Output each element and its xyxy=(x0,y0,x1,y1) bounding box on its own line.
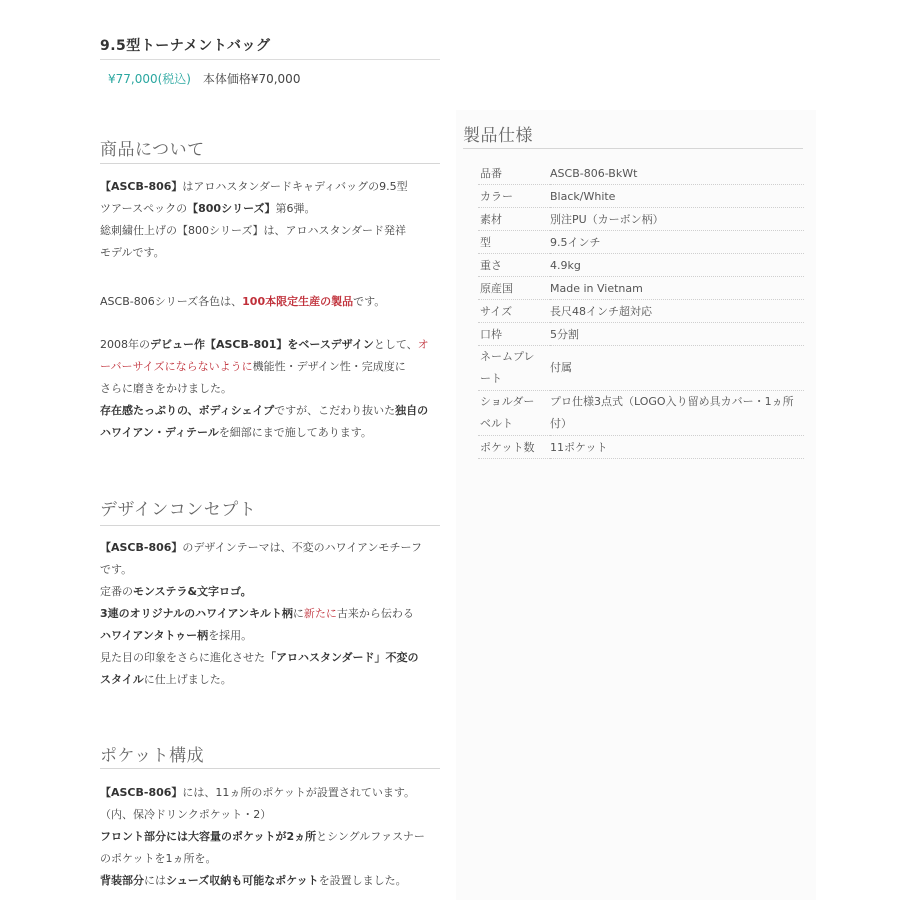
spec-row xyxy=(478,277,804,300)
spec-row xyxy=(478,436,804,459)
about-divider xyxy=(100,163,440,164)
body-text: とシングルファスナー xyxy=(316,830,425,843)
spec-row xyxy=(478,162,804,185)
spec-value: 5分割 xyxy=(550,323,804,346)
paragraph-line xyxy=(100,826,445,848)
spec-value: プロ仕様3点式（LOGO入り留め具カバー・1ヵ所付） xyxy=(550,391,804,436)
body-text: を設置しました。 xyxy=(318,874,407,887)
spec-value: Made in Vietnam xyxy=(550,277,804,300)
spec-table xyxy=(478,162,804,459)
pockets-paragraph xyxy=(100,782,445,892)
price-tax-included: ¥77,000(税込) xyxy=(108,72,191,86)
emphasis-text: スタイル xyxy=(100,673,144,686)
emphasis-text: ハワイアンタトゥー柄 xyxy=(100,629,209,642)
design-divider xyxy=(100,525,440,526)
paragraph-line xyxy=(100,422,445,444)
emphasis-text: 【ASCB-806】 xyxy=(100,786,183,799)
about-paragraph-2 xyxy=(100,291,445,313)
emphasis-text: 100本限定生産の製品 xyxy=(242,295,354,308)
body-text: さらに磨きをかけました。 xyxy=(100,382,232,395)
body-text: 古来から伝わる xyxy=(336,607,414,620)
paragraph-line xyxy=(100,870,445,892)
paragraph-line xyxy=(100,291,445,313)
spec-heading: 製品仕様 xyxy=(463,126,533,146)
emphasis-text: デビュー作【ASCB-801】をベースデザイン xyxy=(150,338,374,351)
emphasis-text: 存在感たっぷりの、ボディシェイプ xyxy=(100,404,275,417)
spec-divider xyxy=(463,148,803,149)
spec-key: ショルダーベルト xyxy=(478,391,550,436)
paragraph-line xyxy=(100,559,445,581)
paragraph-line xyxy=(100,581,445,603)
body-text: 定番の xyxy=(100,585,133,598)
paragraph-line xyxy=(100,625,445,647)
paragraph-line xyxy=(100,782,445,804)
highlight-text: 新たに xyxy=(303,607,337,620)
price-row xyxy=(108,70,300,87)
paragraph-line xyxy=(100,669,445,691)
spec-key: サイズ xyxy=(478,300,550,323)
paragraph-line xyxy=(100,804,445,826)
paragraph-line xyxy=(100,848,445,870)
spec-row xyxy=(478,323,804,346)
body-text: 2008年の xyxy=(100,338,150,351)
body-text: のポケットを1ヵ所を。 xyxy=(100,852,217,865)
paragraph-line xyxy=(100,198,445,220)
body-text: には xyxy=(144,874,166,887)
spec-key: ネームプレート xyxy=(478,346,550,391)
emphasis-text: 【800シリーズ】 xyxy=(187,202,276,215)
design-paragraph xyxy=(100,537,445,691)
body-text: に仕上げました。 xyxy=(143,673,232,686)
spec-value: 4.9kg xyxy=(550,254,804,277)
about-heading: 商品について xyxy=(100,140,205,160)
spec-value: ASCB-806-BkWt xyxy=(550,162,804,185)
spec-key: 型 xyxy=(478,231,550,254)
paragraph-line xyxy=(100,242,445,264)
spec-value: Black/White xyxy=(550,185,804,208)
body-text: として、 xyxy=(373,338,418,351)
paragraph-line xyxy=(100,537,445,559)
body-text: には、11ヵ所のポケットが設置されています。 xyxy=(182,786,415,799)
paragraph-line xyxy=(100,603,445,625)
body-text: です。 xyxy=(353,295,386,308)
paragraph-line xyxy=(100,647,445,669)
spec-row xyxy=(478,346,804,391)
product-title: 9.5型トーナメントバッグ xyxy=(100,38,271,54)
pockets-divider xyxy=(100,768,440,769)
body-text: モデルです。 xyxy=(100,246,165,259)
spec-row xyxy=(478,391,804,436)
emphasis-text: 3連のオリジナルのハワイアンキルト柄 xyxy=(100,607,293,620)
emphasis-text: ハワイアン・ディテール xyxy=(100,426,219,439)
paragraph-line xyxy=(100,400,445,422)
body-text: 第6弾。 xyxy=(275,202,316,215)
body-text: はアロハスタンダードキャディバッグの9.5型 xyxy=(182,180,408,193)
spec-value: 付属 xyxy=(550,346,804,391)
title-divider xyxy=(100,59,440,60)
body-text: 機能性・デザイン性・完成度に xyxy=(252,360,406,373)
spec-key: 重さ xyxy=(478,254,550,277)
emphasis-text: フロント部分には大容量のポケットが2ヵ所 xyxy=(100,830,317,843)
spec-row xyxy=(478,254,804,277)
emphasis-text: シューズ収納も可能なポケット xyxy=(166,874,319,887)
spec-value: 11ポケット xyxy=(550,436,804,459)
emphasis-text: モンステラ&文字ロゴ。 xyxy=(133,585,252,598)
spec-key: 品番 xyxy=(478,162,550,185)
body-text: ツアースペックの xyxy=(100,202,188,215)
highlight-text: オ xyxy=(417,338,429,351)
body-text: ですが、こだわり抜いた xyxy=(274,404,396,417)
body-text: を採用。 xyxy=(208,629,253,642)
emphasis-text: 独自の xyxy=(395,404,429,417)
body-text: を細部にまで施してあります。 xyxy=(218,426,372,439)
paragraph-line xyxy=(100,176,445,198)
emphasis-text: 「アロハスタンダード」不変の xyxy=(265,651,419,664)
spec-value: 9.5インチ xyxy=(550,231,804,254)
body-text: です。 xyxy=(100,563,133,576)
price-base: 本体価格¥70,000 xyxy=(202,72,301,86)
spec-key: 素材 xyxy=(478,208,550,231)
body-text: 見た目の印象をさらに進化させた xyxy=(100,651,265,664)
spec-key: ポケット数 xyxy=(478,436,550,459)
paragraph-line xyxy=(100,220,445,242)
pockets-heading: ポケット構成 xyxy=(100,746,205,766)
spec-row xyxy=(478,208,804,231)
spec-key: 原産国 xyxy=(478,277,550,300)
body-text: に xyxy=(292,607,304,620)
paragraph-line xyxy=(100,356,445,378)
paragraph-line xyxy=(100,334,445,356)
paragraph-line xyxy=(100,378,445,400)
about-paragraph-3 xyxy=(100,334,445,444)
spec-value: 長尺48インチ超対応 xyxy=(550,300,804,323)
body-text: ASCB-806シリーズ各色は、 xyxy=(100,295,243,308)
about-paragraph-1 xyxy=(100,176,445,264)
body-text: （内、保冷ドリンクポケット・2） xyxy=(100,808,272,821)
design-heading: デザインコンセプト xyxy=(100,500,257,520)
spec-value: 別注PU（カーボン柄） xyxy=(550,208,804,231)
emphasis-text: 【ASCB-806】 xyxy=(100,180,183,193)
body-text: 総刺繍仕上げの【800シリーズ】は、アロハスタンダード発祥 xyxy=(100,224,407,237)
spec-row xyxy=(478,231,804,254)
body-text: のデザインテーマは、不変のハワイアンモチーフ xyxy=(182,541,423,554)
spec-key: 口枠 xyxy=(478,323,550,346)
emphasis-text: 【ASCB-806】 xyxy=(100,541,183,554)
highlight-text: ーバーサイズにならないように xyxy=(100,360,253,373)
emphasis-text: 背装部分 xyxy=(100,874,144,887)
spec-row xyxy=(478,300,804,323)
spec-key: カラー xyxy=(478,185,550,208)
spec-row xyxy=(478,185,804,208)
